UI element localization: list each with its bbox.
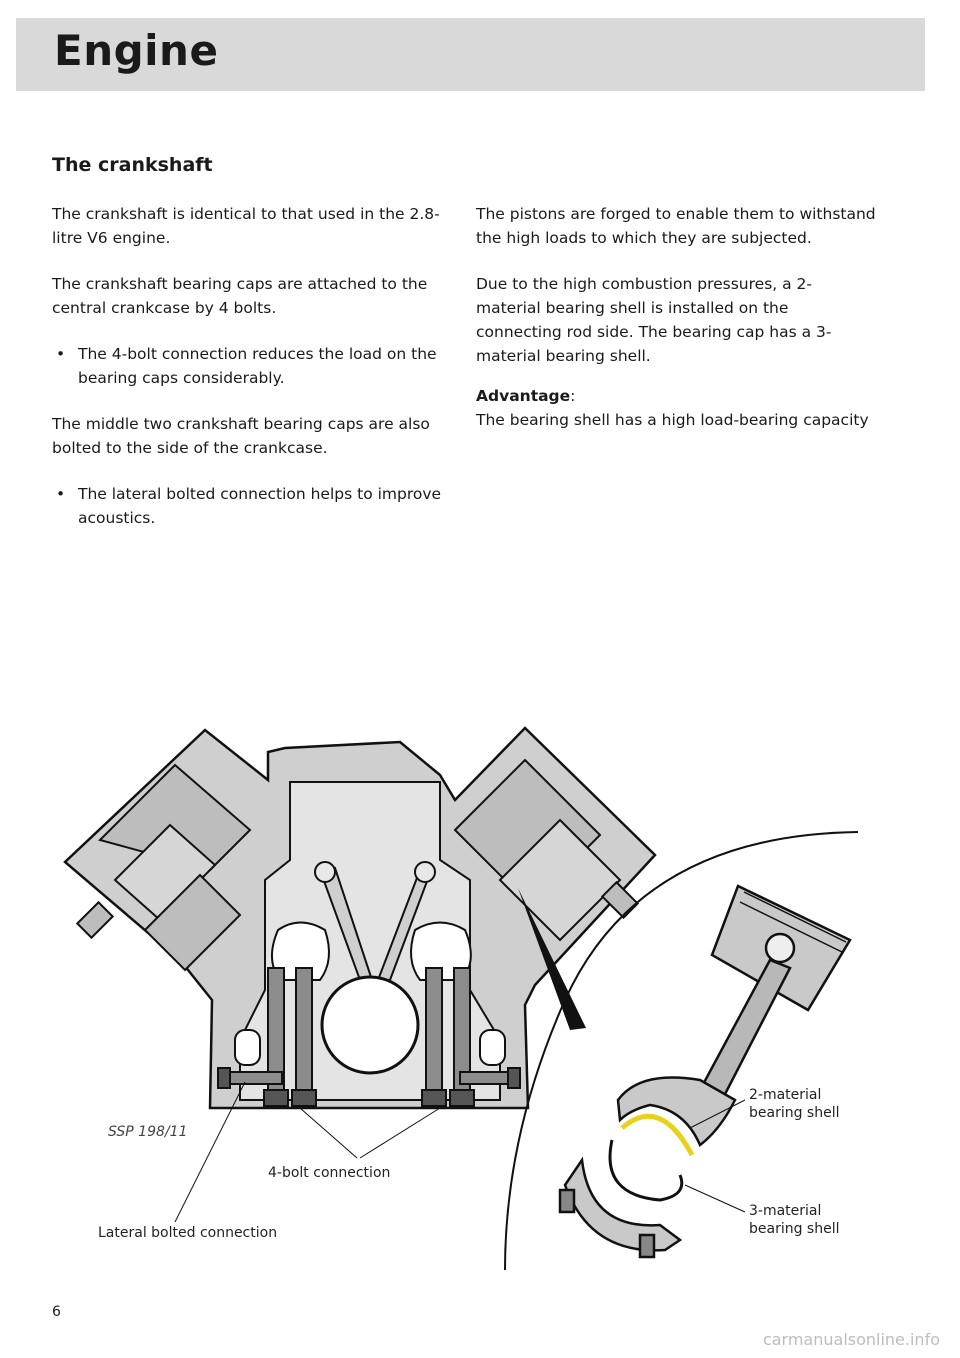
bearing-cap-illustration (560, 1160, 680, 1257)
label-three-material-shell (749, 1202, 840, 1238)
label-four-bolt-connection: 4-bolt connection (268, 1165, 391, 1181)
page-number: 6 (52, 1304, 61, 1320)
label-line: 2-material (749, 1087, 822, 1103)
label-line: bearing shell (749, 1105, 840, 1121)
right-column (476, 202, 876, 454)
crankshaft-journal (322, 977, 418, 1073)
left-column (52, 202, 442, 552)
three-material-bearing-shell (610, 1140, 682, 1200)
bullet-text: The 4-bolt connection reduces the load on the bearing caps considerably. (78, 345, 437, 387)
section-title: The crankshaft (52, 154, 213, 176)
bullet-symbol: • (56, 345, 66, 363)
advantage-colon: : (570, 387, 576, 405)
bullet-symbol: • (56, 485, 66, 503)
paragraph: The crankshaft bearing caps are attached to the central crankcase by 4 bolts. (52, 275, 428, 317)
two-material-bearing-shell (622, 1116, 692, 1155)
advantage-label: Advantage (476, 387, 571, 405)
label-lateral-bolted-connection: Lateral bolted connection (98, 1225, 278, 1241)
paragraph: The middle two crankshaft bearing caps are also bolted to the side of the crankcase. (52, 415, 430, 457)
label-line: 3-material (749, 1203, 822, 1219)
paragraph: Due to the high combustion pressures, a 2-material bearing shell is installed on the connecting rod side. The bearing cap has a 3-material bearing shell. (476, 275, 832, 365)
ssp-reference: SSP 198/11 (108, 1124, 188, 1140)
bullet-text: The lateral bolted connection helps to improve acoustics. (78, 485, 442, 527)
paragraph: The pistons are forged to enable them to withstand the high loads to which they are subjected. (476, 205, 876, 247)
chapter-header (16, 18, 925, 91)
label-line: bearing shell (749, 1221, 840, 1237)
label-two-material-shell (749, 1086, 840, 1122)
advantage-text: The bearing shell has a high load-bearing capacity (476, 411, 869, 429)
chapter-title: Engine (54, 26, 219, 75)
bullet-item (52, 482, 442, 530)
advantage-block (476, 384, 876, 432)
paragraph: The crankshaft is identical to that used in the 2.8-litre V6 engine. (52, 205, 440, 247)
bullet-item (52, 342, 442, 390)
watermark: carmanualsonline.info (762, 1330, 940, 1349)
